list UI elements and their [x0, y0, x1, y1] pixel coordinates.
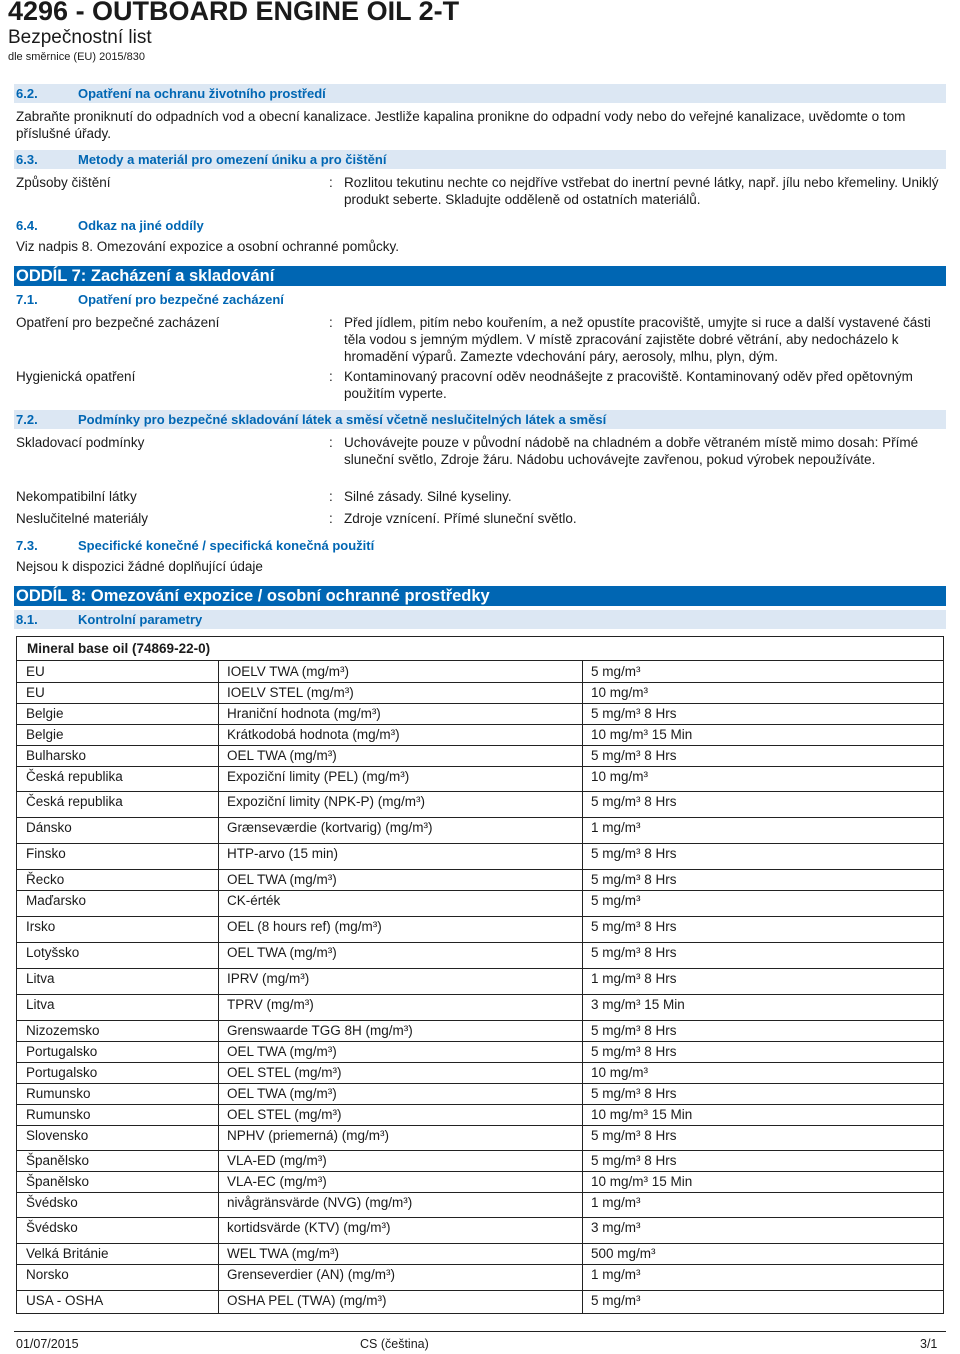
country-cell: Portugalsko: [26, 1044, 98, 1059]
subsection-6-4-heading: [14, 216, 946, 235]
table-row: [17, 1104, 943, 1125]
limit-type-cell: IOELV TWA (mg/m³): [227, 664, 350, 679]
table-row: [17, 1243, 943, 1264]
table-row-divider: [17, 1125, 943, 1126]
document-subtitle: Bezpečnostní list: [8, 27, 152, 48]
table-row-divider: [17, 1104, 943, 1105]
table-row: [17, 1083, 943, 1104]
limit-value-cell: 5 mg/m³ 8 Hrs: [591, 1044, 677, 1059]
table-row: [17, 843, 943, 869]
table-row: [17, 869, 943, 890]
table-row-divider: [17, 703, 943, 704]
limit-type-cell: OEL TWA (mg/m³): [227, 748, 337, 763]
table-row-divider: [17, 1041, 943, 1042]
table-row: [17, 1150, 943, 1171]
colon-separator: :: [329, 315, 333, 330]
colon-separator: :: [329, 435, 333, 450]
table-row: [17, 1264, 943, 1290]
limit-type-cell: kortidsvärde (KTV) (mg/m³): [227, 1220, 391, 1235]
subsection-number: 8.1.: [16, 612, 38, 627]
table-row-divider: [17, 724, 943, 725]
reference-text: Viz nadpis 8. Omezování expozice a osobní ochranné pomůcky.: [16, 239, 399, 254]
table-row-divider: [17, 1062, 943, 1063]
limit-value-cell: 5 mg/m³: [591, 664, 641, 679]
subsection-number: 7.1.: [16, 292, 38, 307]
subsection-title: Podmínky pro bezpečné skladování látek a směsí včetně neslučitelných látek a směsí: [78, 412, 607, 427]
limit-value-cell: 5 mg/m³ 8 Hrs: [591, 1023, 677, 1038]
incompatible-materials-value: Zdroje vznícení. Přímé sluneční světlo.: [344, 511, 577, 526]
subsection-number: 6.4.: [16, 218, 38, 233]
country-cell: Rumunsko: [26, 1107, 91, 1122]
section-7-heading: ODDÍL 7: Zacházení a skladování: [14, 266, 946, 286]
table-row-divider: [17, 1150, 943, 1151]
table-row-divider: [17, 745, 943, 746]
limit-value-cell: 5 mg/m³ 8 Hrs: [591, 1128, 677, 1143]
country-cell: Lotyšsko: [26, 945, 80, 960]
table-row-divider: [17, 968, 943, 969]
incompatible-substances-label: Nekompatibilní látky: [16, 489, 137, 504]
country-cell: Slovensko: [26, 1128, 89, 1143]
limit-type-cell: IOELV STEL (mg/m³): [227, 685, 354, 700]
footer-language: CS (čeština): [360, 1337, 429, 1351]
limit-value-cell: 3 mg/m³ 15 Min: [591, 997, 685, 1012]
colon-separator: :: [329, 369, 333, 384]
table-header: Mineral base oil (74869-22-0): [27, 641, 211, 656]
limit-type-cell: CK-érték: [227, 893, 281, 908]
country-cell: Řecko: [26, 872, 65, 887]
limit-type-cell: nivågränsvärde (NVG) (mg/m³): [227, 1195, 413, 1210]
limit-value-cell: 10 mg/m³: [591, 685, 649, 700]
table-row-divider: [17, 890, 943, 891]
limit-value-cell: 1 mg/m³ 8 Hrs: [591, 971, 677, 986]
table-row-divider: [17, 916, 943, 917]
storage-conditions-value: Uchovávejte pouze v původní nádobě na chladném a dobře větraném místě mimo dosah: Přímé sluneční světlo, Zdroje žáru. Nádobu uchovávejte zavřenou, pokud výrobek nepoužíváte.: [344, 435, 919, 467]
limit-value-cell: 5 mg/m³ 8 Hrs: [591, 846, 677, 861]
table-row-divider: [17, 843, 943, 844]
country-cell: Belgie: [26, 706, 64, 721]
limit-value-cell: 10 mg/m³: [591, 769, 649, 784]
subsection-6-3-heading: [14, 150, 946, 169]
country-cell: Finsko: [26, 846, 66, 861]
country-cell: Velká Británie: [26, 1246, 109, 1261]
subsection-number: 7.3.: [16, 538, 38, 553]
colon-separator: :: [329, 511, 333, 526]
country-cell: Litva: [26, 971, 55, 986]
table-row: [17, 890, 943, 916]
limit-type-cell: OEL (8 hours ref) (mg/m³): [227, 919, 382, 934]
limit-type-cell: NPHV (priemerná) (mg/m³): [227, 1128, 390, 1143]
table-row: [17, 682, 943, 703]
limit-value-cell: 10 mg/m³ 15 Min: [591, 727, 693, 742]
country-cell: EU: [26, 685, 45, 700]
table-row-divider: [17, 1217, 943, 1218]
limit-value-cell: 5 mg/m³ 8 Hrs: [591, 945, 677, 960]
subsection-7-3-heading: [14, 536, 946, 555]
table-row-divider: [17, 1192, 943, 1193]
subsection-7-1-heading: [14, 290, 946, 309]
table-row: [17, 1171, 943, 1192]
table-row: [17, 1062, 943, 1083]
subsection-title: Metody a materiál pro omezení úniku a pro čištění: [78, 152, 387, 167]
storage-conditions-label: Skladovací podmínky: [16, 435, 145, 450]
table-row-divider: [17, 1264, 943, 1265]
table-row: [17, 1020, 943, 1041]
table-row: [17, 1290, 943, 1314]
subsection-6-2-heading: [14, 84, 946, 103]
country-cell: Dánsko: [26, 820, 72, 835]
country-cell: Irsko: [26, 919, 56, 934]
hygiene-measures-label: Hygienická opatření: [16, 369, 136, 384]
limit-type-cell: WEL TWA (mg/m³): [227, 1246, 339, 1261]
country-cell: Nizozemsko: [26, 1023, 100, 1038]
country-cell: Maďarsko: [26, 893, 87, 908]
limit-type-cell: HTP-arvo (15 min): [227, 846, 339, 861]
exposure-limits-table: [16, 636, 944, 1314]
country-cell: Česká republika: [26, 794, 123, 809]
limit-value-cell: 5 mg/m³ 8 Hrs: [591, 794, 677, 809]
table-row: [17, 1217, 943, 1243]
table-row-divider: [17, 942, 943, 943]
limit-value-cell: 10 mg/m³ 15 Min: [591, 1107, 693, 1122]
table-row-divider: [17, 1083, 943, 1084]
limit-type-cell: Hraniční hodnota (mg/m³): [227, 706, 381, 721]
subsection-title: Odkaz na jiné oddíly: [78, 218, 204, 233]
country-cell: Rumunsko: [26, 1086, 91, 1101]
limit-value-cell: 5 mg/m³ 8 Hrs: [591, 706, 677, 721]
limit-value-cell: 10 mg/m³ 15 Min: [591, 1174, 693, 1189]
footer-page: 3/1: [920, 1337, 938, 1351]
country-cell: Česká republika: [26, 769, 123, 784]
limit-type-cell: Grenswaarde TGG 8H (mg/m³): [227, 1023, 413, 1038]
table-row-divider: [17, 1171, 943, 1172]
table-row: [17, 968, 943, 994]
hygiene-measures-value: Kontaminovaný pracovní oděv neodnášejte z pracoviště. Kontaminovaný oděv před opětovným použitím vyperte.: [344, 369, 913, 401]
limit-value-cell: 1 mg/m³: [591, 1195, 641, 1210]
table-row-divider: [17, 766, 943, 767]
environment-precautions-text: Zabraňte proniknutí do odpadních vod a obecní kanalizace. Jestliže kapalina pronikne do odpadní vody nebo do veřejné kanalizace, uvědomte o tom příslušné úřady.: [16, 109, 906, 141]
document-directive: dle směrnice (EU) 2015/830: [8, 51, 145, 63]
limit-type-cell: VLA-EC (mg/m³): [227, 1174, 327, 1189]
limit-value-cell: 5 mg/m³: [591, 893, 641, 908]
limit-type-cell: IPRV (mg/m³): [227, 971, 310, 986]
table-row: [17, 766, 943, 791]
table-row-divider: [17, 869, 943, 870]
colon-separator: :: [329, 489, 333, 504]
country-cell: Norsko: [26, 1267, 69, 1282]
table-row-divider: [17, 817, 943, 818]
table-row: [17, 724, 943, 745]
document-title: 4296 - OUTBOARD ENGINE OIL 2-T: [8, 0, 460, 26]
incompatible-substances-value: Silné zásady. Silné kyseliny.: [344, 489, 512, 504]
table-row: [17, 1192, 943, 1217]
table-row-divider: [17, 1020, 943, 1021]
limit-type-cell: TPRV (mg/m³): [227, 997, 314, 1012]
table-row-divider: [17, 791, 943, 792]
subsection-title: Kontrolní parametry: [78, 612, 203, 627]
table-row: [17, 791, 943, 817]
limit-type-cell: OEL TWA (mg/m³): [227, 1044, 337, 1059]
table-row: [17, 745, 943, 766]
limit-value-cell: 3 mg/m³: [591, 1220, 641, 1235]
limit-value-cell: 1 mg/m³: [591, 1267, 641, 1282]
limit-type-cell: OEL TWA (mg/m³): [227, 872, 337, 887]
subsection-number: 6.2.: [16, 86, 38, 101]
country-cell: USA - OSHA: [26, 1293, 104, 1308]
table-row-divider: [17, 1290, 943, 1291]
table-row: [17, 661, 943, 682]
safe-handling-label: Opatření pro bezpečné zacházení: [16, 315, 220, 330]
subsection-title: Opatření na ochranu životního prostředí: [78, 86, 326, 101]
country-cell: Španělsko: [26, 1153, 90, 1168]
footer-date: 01/07/2015: [16, 1337, 79, 1351]
table-row: [17, 817, 943, 843]
specific-uses-text: Nejsou k dispozici žádné doplňující údaje: [16, 559, 263, 574]
limit-value-cell: 5 mg/m³ 8 Hrs: [591, 1086, 677, 1101]
limit-type-cell: OEL TWA (mg/m³): [227, 945, 337, 960]
limit-type-cell: OEL STEL (mg/m³): [227, 1107, 342, 1122]
table-row: [17, 1041, 943, 1062]
subsection-8-1-heading: [14, 610, 946, 629]
table-row-divider: [17, 682, 943, 683]
country-cell: Švédsko: [26, 1195, 78, 1210]
limit-type-cell: Grenseverdier (AN) (mg/m³): [227, 1267, 396, 1282]
table-row-divider: [17, 994, 943, 995]
subsection-title: Opatření pro bezpečné zacházení: [78, 292, 284, 307]
footer-divider: [14, 1331, 946, 1332]
limit-value-cell: 5 mg/m³: [591, 1293, 641, 1308]
limit-type-cell: VLA-ED (mg/m³): [227, 1153, 327, 1168]
limit-type-cell: Krátkodobá hodnota (mg/m³): [227, 727, 400, 742]
section-8-heading: ODDÍL 8: Omezování expozice / osobní ochranné prostředky: [14, 586, 946, 606]
limit-value-cell: 1 mg/m³: [591, 820, 641, 835]
limit-value-cell: 500 mg/m³: [591, 1246, 656, 1261]
country-cell: Belgie: [26, 727, 64, 742]
table-row-divider: [17, 1243, 943, 1244]
subsection-7-2-heading: [14, 410, 946, 429]
cleanup-methods-value: Rozlitou tekutinu nechte co nejdříve vstřebat do inertní pevné látky, např. jílu nebo křemeliny. Uniklý produkt seberte. Skladujte odděleně od ostatních materiálů.: [344, 175, 939, 207]
limit-type-cell: Expoziční limity (PEL) (mg/m³): [227, 769, 410, 784]
incompatible-materials-label: Neslučitelné materiály: [16, 511, 149, 526]
country-cell: Švédsko: [26, 1220, 78, 1235]
colon-separator: :: [329, 175, 333, 190]
limit-type-cell: OEL STEL (mg/m³): [227, 1065, 342, 1080]
document-header: [8, 0, 459, 64]
country-cell: Bulharsko: [26, 748, 87, 763]
cleanup-methods-label: Způsoby čištění: [16, 175, 111, 190]
limit-type-cell: Grænseværdie (kortvarig) (mg/m³): [227, 820, 433, 835]
country-cell: EU: [26, 664, 45, 679]
table-row: [17, 916, 943, 942]
country-cell: Portugalsko: [26, 1065, 98, 1080]
limit-value-cell: 5 mg/m³ 8 Hrs: [591, 872, 677, 887]
table-row: [17, 942, 943, 968]
subsection-title: Specifické konečné / specifická konečná použití: [78, 538, 375, 553]
limit-value-cell: 10 mg/m³: [591, 1065, 649, 1080]
limit-type-cell: OEL TWA (mg/m³): [227, 1086, 337, 1101]
limit-value-cell: 5 mg/m³ 8 Hrs: [591, 1153, 677, 1168]
limit-type-cell: OSHA PEL (TWA) (mg/m³): [227, 1293, 387, 1308]
limit-value-cell: 5 mg/m³ 8 Hrs: [591, 919, 677, 934]
country-cell: Španělsko: [26, 1174, 90, 1189]
table-row: [17, 703, 943, 724]
limit-type-cell: Expoziční limity (NPK-P) (mg/m³): [227, 794, 426, 809]
country-cell: Litva: [26, 997, 55, 1012]
table-row: [17, 994, 943, 1020]
safe-handling-value: Před jídlem, pitím nebo kouřením, a než opustíte pracoviště, umyjte si ruce a další vystavené části těla vodou s jemným mýdlem. V místě zpracování zajistěte dobré větrání, aby nedocházelo k hromadění výparů. Zamezte vdechování páry, aerosoly, mlhu, plyn, dým.: [344, 315, 931, 364]
table-row: [17, 1125, 943, 1150]
subsection-number: 7.2.: [16, 412, 38, 427]
subsection-number: 6.3.: [16, 152, 38, 167]
limit-value-cell: 5 mg/m³ 8 Hrs: [591, 748, 677, 763]
